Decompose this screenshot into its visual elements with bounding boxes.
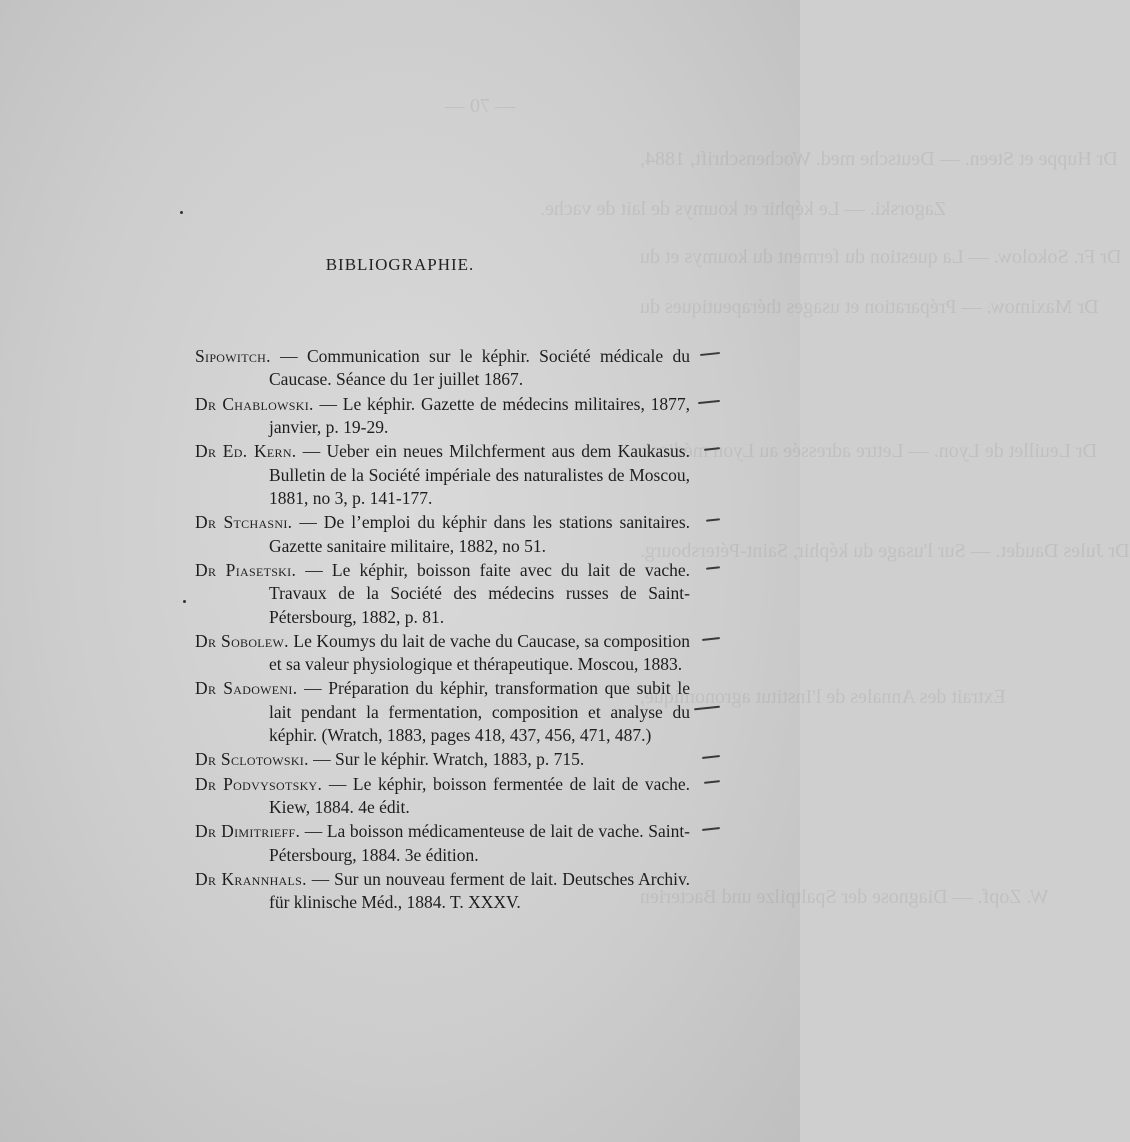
bibliography-entry [195, 559, 690, 629]
entry-author: Dr Sclotowski. [195, 749, 309, 770]
pencil-mark [702, 637, 720, 641]
pencil-mark [702, 756, 720, 760]
entry-text: Le Koumys du lait de vache du Caucase, sa composition et sa valeur physiologique et thérapeutique. Moscou, 1883. [269, 630, 691, 675]
bibliography-list [195, 345, 690, 916]
entry-author: Dr Piasetski. [195, 559, 297, 580]
bibliography-entry [195, 748, 690, 771]
entry-author: Dr Stchasni. [195, 512, 293, 533]
bibliography-entry [195, 677, 690, 747]
entry-text: — Le képhir. Gazette de médecins militaires, 1877, janvier, p. 19-29. [269, 393, 690, 438]
bibliography-heading: BIBLIOGRAPHIE. [325, 255, 475, 274]
bibliography-entry [195, 868, 690, 915]
entry-text: — Ueber ein neues Milchferment aus dem Kaukasus. Bulletin de la Société impériale des naturalistes de Moscou, 1881, no 3, p. 141-177. [269, 441, 690, 509]
bibliography-entry [195, 440, 690, 510]
ink-speck [180, 211, 183, 214]
entry-text: — Le képhir, boisson faite avec du lait de vache. Travaux de la Société des médecins russes de Saint-Pétersbourg, 1882, p. 81. [269, 559, 691, 627]
bibliography-entry [195, 630, 690, 677]
entry-author: Dr Sobolew. [195, 630, 289, 651]
entry-text: — Sur le képhir. Wratch, 1883, p. 715. [313, 749, 585, 770]
entry-author: Dr Krannhals. [195, 868, 307, 889]
entry-author: Dr Sadoweni. [195, 678, 298, 699]
bibliography-entry [195, 345, 690, 392]
entry-text: — Sur un nouveau ferment de lait. Deutsches Archiv. für klinische Méd., 1884. T. XXXV. [269, 868, 691, 913]
entry-text: — La boisson médicamenteuse de lait de vache. Saint-Pétersbourg, 1884. 3e édition. [269, 821, 691, 865]
pencil-mark [702, 827, 720, 831]
bibliography-entry [195, 820, 690, 867]
ink-speck [183, 600, 186, 603]
entry-author: Dr Ed. Kern. [195, 441, 297, 462]
pencil-mark [706, 566, 720, 569]
entry-author: Dr Dimitrieff. [195, 821, 301, 842]
pencil-mark [704, 780, 720, 784]
show-through-text: — 70 — Dr Huppe et Steen. — Deutsche med. Wochenschrift, 1884, Zagorski. — Le képhir et koumys de lait de vache. Dr Fr. Sokolow. — La question du ferment du koumys et du Dr Maximow. — Préparation et usages thérapeutiques du Dr Leuillet de Lyon. — Lettre adressée au Lyon médical. Dr Jules Daudet. — Sur l'usage du képhir, Saint-Pétersbourg. Extrait des Annales de l'Institut agronomique, W. Zopf. — Diagnose der Spaltpilze und Bacterien [445, 95, 1130, 908]
bibliography-entry [195, 393, 690, 440]
entry-text: — Le képhir, boisson fermentée de lait de vache. Kiew, 1884. 4e édit. [269, 773, 690, 818]
entry-text: — Préparation du képhir, transformation que subit le lait pendant la fermentation, composition et analyse du képhir. (Wratch, 1883, pages 418, 437, 456, 471, 487.) [269, 678, 690, 746]
pencil-mark [706, 519, 720, 522]
entry-author: Dr Chablowski. [195, 393, 314, 414]
entry-text: — De l’emploi du képhir dans les stations sanitaires. Gazette sanitaire militaire, 1882, no 51. [269, 512, 691, 556]
pencil-mark [694, 706, 720, 711]
entry-text: — Communication sur le képhir. Société médicale du Caucase. Séance du 1er juillet 1867. [269, 346, 691, 390]
bibliography-entry [195, 773, 690, 820]
bibliography-entry [195, 511, 690, 558]
pencil-mark [698, 399, 720, 403]
entry-author: Sipowitch. [195, 346, 271, 366]
pencil-mark [704, 447, 720, 451]
entry-author: Dr Podvysotsky. [195, 773, 323, 794]
pencil-mark [700, 352, 720, 356]
